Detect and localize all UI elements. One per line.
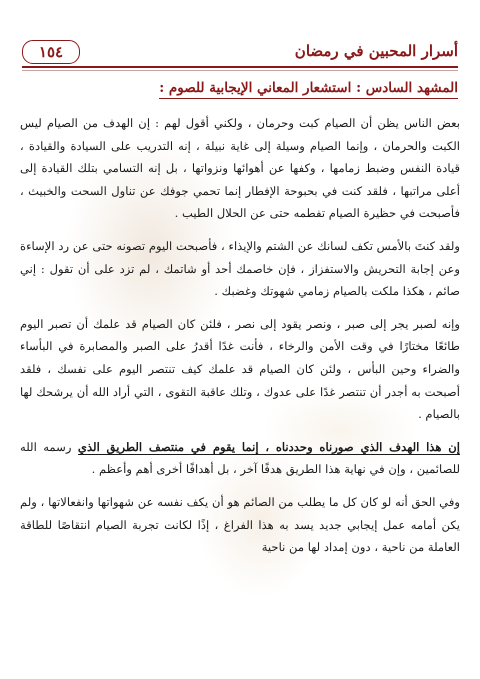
section-heading [22, 80, 458, 99]
header-divider-thin [22, 70, 458, 71]
paragraph-text: وإنه لصبر يجر إلى صبر ، ونصر يقود إلى نصر ، فلئن كان الصيام قد علمك أن تصبر اليوم طائعًا مختارًا في وقت الأمن والرخاء ، فأنت غدًا أقدرُ على الصبر والمصابرة في البأساء والضراء وحين البأس ، ولئن كان الصيام قد علمك كيف تنتصر اليوم على نفسك ، فلقد أصبحت به أجدر أن تنتصر غدًا على عدوك ، وتلك عاقبة التقوى ، التي أراد الله أن يرشحك لها بالصيام . [20, 316, 460, 422]
paragraph-1 [20, 112, 460, 225]
section-heading-text: المشهد السادس : استشعار المعاني الإيجابية للصوم : [159, 80, 458, 99]
book-title: أسرار المحبين في رمضان [294, 42, 458, 60]
paragraph-2 [20, 235, 460, 303]
body-text [20, 112, 460, 569]
paragraph-3 [20, 313, 460, 426]
page-number: ١٥٤ [22, 40, 80, 64]
paragraph-text: بعض الناس يظن أن الصيام كبت وحرمان ، ولكني أقول لهم : إن الهدف من الصيام ليس الكبت والحرمان ، وإنما الصيام وسيلة إلى غاية نبيلة ، إنه التدريب على السيادة والقيادة ، قيادة النفس وضبط زمامها ، وكفها عن أهوائها ونزواتها ، بل إنه التسامي بتلك القيادة إلى أعلى مراتبها ، فلقد كنت في بحبوحة الإفطار إنما تحمي جوفك عن تناول السحت والخبيث ، فأصبحت في حظيرة الصيام تفطمه حتى عن الحلال الطيب . [20, 116, 460, 221]
paragraph-text: رسمه الله للصائمين ، وإن في نهاية هذا الطريق هدفًا آخر ، بل أهدافًا أخرى أهم وأعظم . [20, 439, 460, 477]
paragraph-text: ولقد كنتَ بالأمس تكف لسانك عن الشتم والإيذاء ، فأصبحت اليوم تصونه حتى عن رد الإساءة وعن إجابة التحريش والاستفزاز ، فإن خاصمك أحد أو شاتمك ، لم تزد على أن تقول : إني صائم ، هكذا ملكت بالصيام زمامي شهوتك وغضبك . [20, 238, 460, 299]
underlined-lead: إن هذا الهدف الذي صورناه وحددناه ، إنما يقوم في منتصف الطريق الذي [77, 439, 460, 454]
header-divider [22, 66, 458, 68]
paragraph-4 [20, 436, 460, 481]
page-header [22, 36, 458, 66]
paragraph-text: وفي الحق أنه لو كان كل ما يطلب من الصائم هو أن يكف نفسه عن شهواتها وانفعالاتها ، ولم يكن أمامه عمل إيجابي جديد يسد به هذا الفراغ ، إذًا لكانت تجربة الصيام انتقاصًا للطاقة العاملة من ناحية ، دون إمداد لها من ناحية [20, 494, 460, 555]
paragraph-5 [20, 491, 460, 559]
